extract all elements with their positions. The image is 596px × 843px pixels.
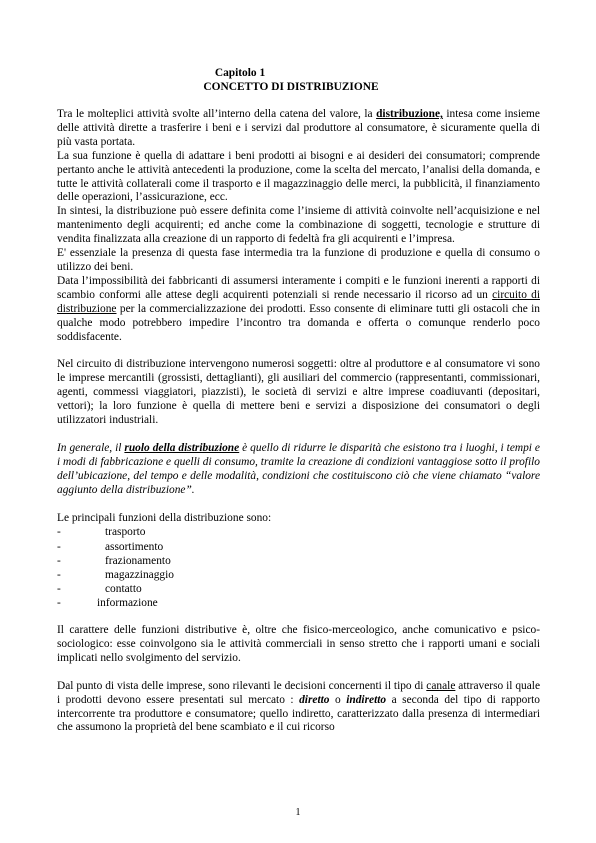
list-item-label: magazzinaggio [105,568,174,581]
term-indiretto: indiretto [346,693,387,706]
list-item [57,540,540,554]
text-run: Tra le molteplici attività svolte all’interno della catena del valore, la [57,108,377,120]
spacer [57,344,540,358]
term-canale: canale [426,679,456,692]
list-bullet: - [57,526,61,539]
paragraph-role [57,442,540,498]
text-run: per la commercializzazione dei prodotti. Esso consente di eliminare tutti gli ostacoli che in qualche modo potrebbero impedire l’incontro tra domanda e offerta o comunque renderlo poco soddisfacente. [57,302,540,343]
text-run: Dal punto di vista delle imprese, sono rilevanti le decisioni concernenti il tipo di [57,679,427,692]
paragraph-synthesis: In sintesi, la distribuzione può essere definita come l’insieme di attività coinvolte nell’acquisizione e nel mantenimento degli acquirenti; ed anche come la combinazione di soggetti, tecnologie e strutture di vendita finalizzata alla creazione di un rapporto di fedeltà fra gli acquirenti e l’impresa. [57,205,540,246]
paragraph-essential: E' essenziale la presenza di questa fase intermedia tra la funzione di produzione e quella di consumo o utilizzo dei beni. [57,247,540,273]
list-bullet: - [57,554,61,567]
text-run: attraverso il quale i prodotti devono essere presentati sul mercato : [57,679,540,706]
list-item [57,568,540,582]
chapter-number: Capitolo 1 [214,67,266,79]
list-item-label: informazione [97,596,158,609]
list-bullet: - [57,568,61,581]
list-item-label: contatto [105,582,142,595]
spacer [57,666,540,680]
term-diretto: diretto [299,693,330,706]
term-distribuzione: distribuzione, [376,108,443,120]
list-bullet: - [57,596,61,609]
text-run: o [329,693,347,706]
list-item [57,525,540,539]
list-item [57,554,540,568]
term-ruolo: ruolo della distribuzione [124,441,240,454]
paragraph-subjects: Nel circuito di distribuzione intervengono numerosi soggetti: oltre al produttore e al consumatore vi sono le imprese mercantili (grossisti, dettaglianti), gli ausiliari del commercio (rappresentanti, commissionari, agenti, commessi viaggiatori, piazzisti), le società di servizi e altre imprese coadiuvanti (depositari, vettori); la loro funzione è quella di mettere beni e servizi a disposizione dei consumatori o degli utilizzatori industriali. [57,358,540,427]
spacer [57,610,540,624]
paragraph-intro [57,108,540,150]
term-circuito: circuito di distribuzione [57,288,540,315]
list-item [57,596,540,610]
text-run: è quello di ridurre le disparità che esistono tra i luoghi, i tempi e i modi di fabbricazione e quelli di consumo, tramite la creazione di condizioni vantaggiose sotto il profilo dell’ubicazione, del tempo e delle modalità, condizioni che costituiscono ciò che viene chiamato “valore aggiunto della distribuzione”. [57,441,540,496]
text-run: In generale, il [57,441,125,454]
list-bullet: - [57,540,61,553]
list-bullet: - [57,582,61,595]
page-number: 1 [295,807,301,818]
document-page [57,66,540,735]
text-run: a seconda del tipo di rapporto intercorrente tra produttore e consumatore; quello indiretto, caratterizzato dalla presenza di intermediari che assumono la proprietà del bene scambiato e il cui ricorso [57,693,540,734]
list-item-label: trasporto [105,526,146,539]
chapter-title: CONCETTO DI DISTRIBUZIONE [203,81,379,93]
spacer [57,94,540,108]
list-intro: Le principali funzioni della distribuzione sono: [57,511,272,524]
paragraph-character: Il carattere delle funzioni distributive è, oltre che fisico-merceologico, anche comunicativo e psico-sociologico: esse coinvolgono sia le attività commerciali in senso stretto che i rapporti umani e sociali implicati nello svolgimento del servizio. [57,624,540,664]
text-run: Data l’impossibilità dei fabbricanti di assumersi interamente i compiti e le funzioni inerenti a rapporti di scambio conformi alle attese degli acquirenti potenziali si rende necessario il ricorso ad un [57,274,540,301]
list-item-label: assortimento [105,540,164,553]
paragraph-circuit [57,275,540,345]
spacer [57,428,540,442]
list-item-label: frazionamento [105,554,171,567]
paragraph-function: La sua funzione è quella di adattare i beni prodotti ai bisogni e ai desideri dei consumatori; comprende pertanto anche le attività antecedenti la produzione, come la scelta del mercato, l’analisi della domanda, e tutte le attività collaterali come il trasporto e il magazzinaggio delle merci, la pubblicità, il finanziamento delle operazioni, l’assicurazione, ecc. [57,149,540,204]
list-item [57,582,540,596]
spacer [57,498,540,512]
text-run: intesa come insieme delle attività dirette a trasferire i beni e i servizi dal produttore al consumatore, è sicuramente quella di più vasta portata. [57,108,540,148]
paragraph-channel [57,680,540,736]
